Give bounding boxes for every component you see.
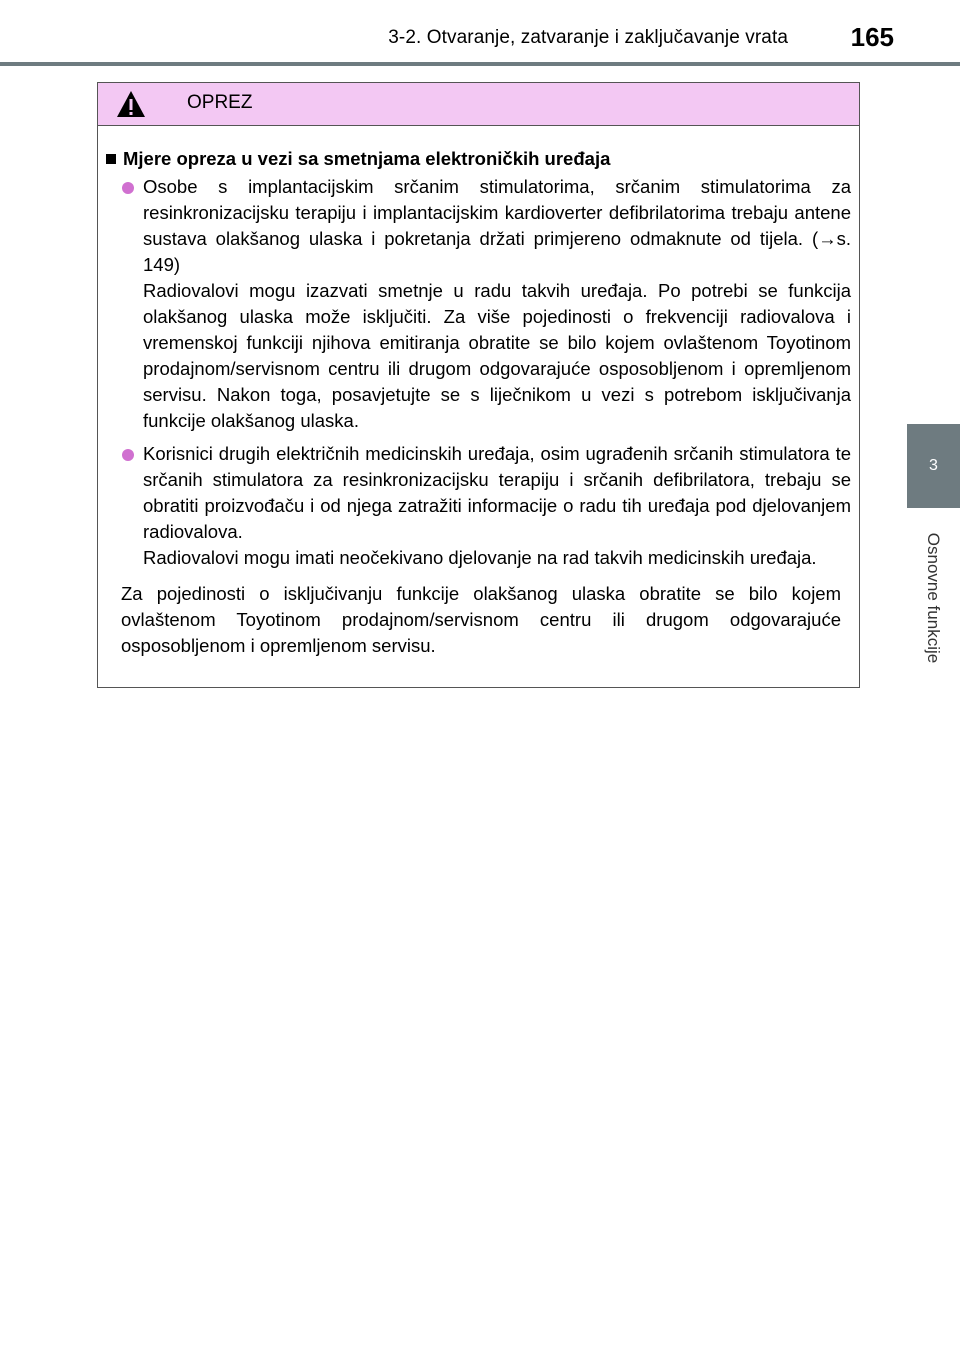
bullet-paragraph: Osobe s implantacijskim srčanim stimulatorima, srčanim stimulatorima za resinkronizacijsku terapiju i implantacijskim kardioverter defibrilatorima trebaju antene sustava olakšanog ulaska i pokretanja držati primjereno odmaknute od tijela. (→s. 149) xyxy=(143,176,851,275)
chapter-label: Osnovne funkcije xyxy=(924,532,943,664)
chapter-tab xyxy=(907,424,960,508)
section-heading xyxy=(106,146,851,172)
warning-triangle-icon xyxy=(116,90,146,123)
caution-header xyxy=(98,83,859,126)
square-bullet-icon xyxy=(106,154,116,164)
circle-bullet-icon xyxy=(122,449,134,461)
list-item xyxy=(106,174,851,434)
caution-box xyxy=(97,82,860,688)
caution-note: Za pojedinosti o isključivanju funkcije olakšanog ulaska obratite se bilo kojem ovlaštenom Toyotinom prodajnom/servisnom centru ili drugom odgovarajuće osposobljenom i opremljenom servisu. xyxy=(121,583,841,656)
bullet-paragraph: Radiovalovi mogu izazvati smetnje u radu takvih uređaja. Po potrebi se funkcija olakšanog ulaska može isključiti. Za više pojedinosti o frekvenciji radiovalova i vremenskoj funkciji njihova emitiranja obratite se bilo kojem ovlaštenom Toyotinom prodajnom/servisnom centru ili drugom odgovarajuće osposobljenom i opremljenom servisu. Nakon toga, posavjetujte se s liječnikom u vezi s potrebom isključivanja funkcije olakšanog ulaska. xyxy=(143,280,851,431)
bullet-paragraph: Korisnici drugih električnih medicinskih uređaja, osim ugrađenih srčanih stimulatora te srčanih stimulatora za resinkronizacijsku terapiju i srčanih defibrilatora, trebaju se obratiti proizvođaču i od njega zatražiti informacije o radu tih uređaja pod djelovanjem radiovalova. xyxy=(143,443,851,542)
circle-bullet-icon xyxy=(122,182,134,194)
section-heading-text: Mjere opreza u vezi sa smetnjama elektroničkih uređaja xyxy=(123,148,611,169)
bullet-paragraph: Radiovalovi mogu imati neočekivano djelovanje na rad takvih medicinskih uređaja. xyxy=(143,547,817,568)
chapter-number: 3 xyxy=(929,457,938,474)
header-rule xyxy=(0,62,960,66)
list-item xyxy=(106,441,851,571)
page-number: 165 xyxy=(850,22,894,52)
caution-title: OPREZ xyxy=(187,92,253,113)
caution-body xyxy=(98,126,859,659)
running-header-title: 3-2. Otvaranje, zatvaranje i zaključavanje vrata xyxy=(388,27,788,48)
